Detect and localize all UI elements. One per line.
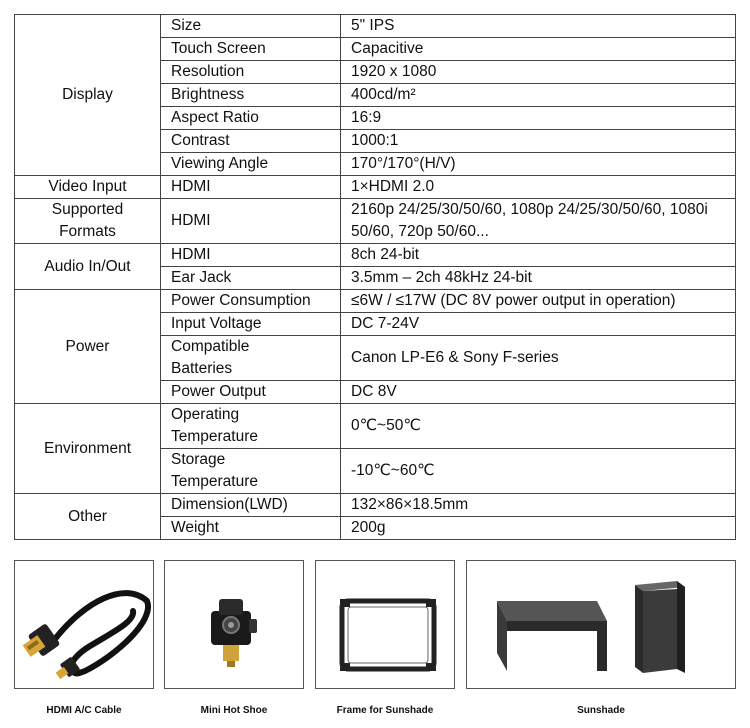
spec-value: -10℃~60℃ xyxy=(341,449,736,494)
spec-label: Aspect Ratio xyxy=(161,107,341,130)
spec-label: Dimension(LWD) xyxy=(161,494,341,517)
spec-value: 3.5mm – 2ch 48kHz 24-bit xyxy=(341,267,736,290)
spec-value: ≤6W / ≤17W (DC 8V power output in operation) xyxy=(341,290,736,313)
spec-value: 400cd/m² xyxy=(341,84,736,107)
caption-sunshade: Sunshade xyxy=(577,705,625,716)
hot-shoe-icon xyxy=(165,561,303,688)
spec-value: Canon LP-E6 & Sony F-series xyxy=(341,336,736,381)
spec-value: 132×86×18.5mm xyxy=(341,494,736,517)
category-audio: Audio In/Out xyxy=(15,244,161,290)
spec-label: Size xyxy=(161,15,341,38)
spec-value: 200g xyxy=(341,517,736,540)
sunshade-frame-image xyxy=(315,560,455,689)
spec-value: DC 7-24V xyxy=(341,313,736,336)
spec-label: Storage Temperature xyxy=(161,449,341,494)
sunshade-image xyxy=(466,560,736,689)
category-display: Display xyxy=(15,15,161,176)
category-environment: Environment xyxy=(15,404,161,494)
spec-value: 2160p 24/25/30/50/60, 1080p 24/25/30/50/60, 1080i 50/60, 720p 50/60... xyxy=(341,199,736,244)
table-row xyxy=(15,244,736,267)
spec-label: Ear Jack xyxy=(161,267,341,290)
spec-label: Power Output xyxy=(161,381,341,404)
spec-label: Input Voltage xyxy=(161,313,341,336)
table-row xyxy=(15,290,736,313)
category-power: Power xyxy=(15,290,161,404)
spec-label: Operating Temperature xyxy=(161,404,341,449)
spec-value: 1000:1 xyxy=(341,130,736,153)
caption-frame: Frame for Sunshade xyxy=(336,705,434,716)
sunshade-icon xyxy=(467,561,735,688)
table-row xyxy=(15,15,736,38)
spec-table xyxy=(14,14,736,540)
spec-label: Compatible Batteries xyxy=(161,336,341,381)
spec-value: 5" IPS xyxy=(341,15,736,38)
spec-value: 0℃~50℃ xyxy=(341,404,736,449)
spec-label: Viewing Angle xyxy=(161,153,341,176)
spec-value: 1×HDMI 2.0 xyxy=(341,176,736,199)
table-row xyxy=(15,199,736,244)
category-supported-formats: Supported Formats xyxy=(15,199,161,244)
hot-shoe-image xyxy=(164,560,304,689)
hdmi-cable-image xyxy=(14,560,154,689)
spec-label: HDMI xyxy=(161,199,341,244)
spec-label: Brightness xyxy=(161,84,341,107)
spec-label: Power Consumption xyxy=(161,290,341,313)
table-row xyxy=(15,494,736,517)
caption-hdmi-cable: HDMI A/C Cable xyxy=(46,705,122,716)
spec-value: 16:9 xyxy=(341,107,736,130)
spec-label: HDMI xyxy=(161,244,341,267)
table-row xyxy=(15,176,736,199)
hdmi-cable-icon xyxy=(15,561,153,688)
spec-label: HDMI xyxy=(161,176,341,199)
spec-value: 1920 x 1080 xyxy=(341,61,736,84)
spec-value: 8ch 24-bit xyxy=(341,244,736,267)
category-other: Other xyxy=(15,494,161,540)
spec-value: DC 8V xyxy=(341,381,736,404)
category-video-input: Video Input xyxy=(15,176,161,199)
frame-icon xyxy=(316,561,454,688)
spec-value: Capacitive xyxy=(341,38,736,61)
spec-value: 170°/170°(H/V) xyxy=(341,153,736,176)
table-row xyxy=(15,404,736,449)
spec-label: Weight xyxy=(161,517,341,540)
caption-hot-shoe: Mini Hot Shoe xyxy=(200,705,268,716)
spec-label: Resolution xyxy=(161,61,341,84)
spec-label: Contrast xyxy=(161,130,341,153)
spec-label: Touch Screen xyxy=(161,38,341,61)
